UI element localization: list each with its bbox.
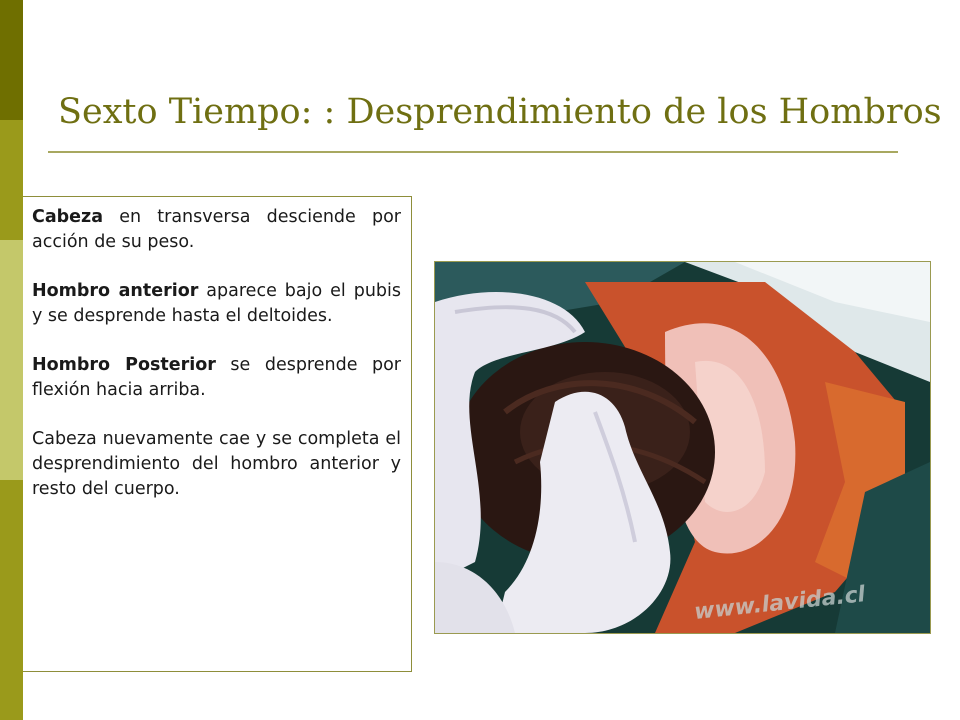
side-stripe-top — [0, 0, 23, 120]
paragraph-posterior-shoulder — [32, 353, 401, 403]
paragraph-anterior-shoulder — [32, 279, 401, 329]
paragraph-anterior-shoulder-bold: Hombro anterior — [32, 281, 199, 301]
paragraph-head-bold: Cabeza — [32, 207, 104, 227]
paragraph-head — [32, 205, 401, 255]
title-underline — [48, 151, 898, 153]
side-stripe-middle — [0, 240, 23, 480]
paragraph-completion — [32, 427, 401, 502]
description-text-box — [23, 196, 412, 672]
paragraph-anterior-shoulder-text: aparece bajo el pubis y se desprende hasta el deltoides. — [32, 281, 401, 326]
paragraph-posterior-shoulder-bold: Hombro Posterior — [32, 355, 216, 375]
paragraph-posterior-shoulder-text: se desprende por flexión hacia arriba. — [32, 355, 401, 400]
delivery-photo-illustration — [435, 262, 930, 633]
side-stripe-bottom — [0, 480, 23, 720]
paragraph-head-text: en transversa desciende por acción de su peso. — [32, 207, 401, 252]
side-stripe-upper — [0, 120, 23, 240]
slide-title: Sexto Tiempo: : Desprendimiento de los Hombros — [58, 92, 942, 132]
delivery-photo — [434, 261, 931, 634]
photo-watermark: www.lavida.cl — [693, 582, 867, 625]
paragraph-completion-text: Cabeza nuevamente cae y se completa el desprendimiento del hombro anterior y resto del cuerpo. — [32, 429, 401, 499]
